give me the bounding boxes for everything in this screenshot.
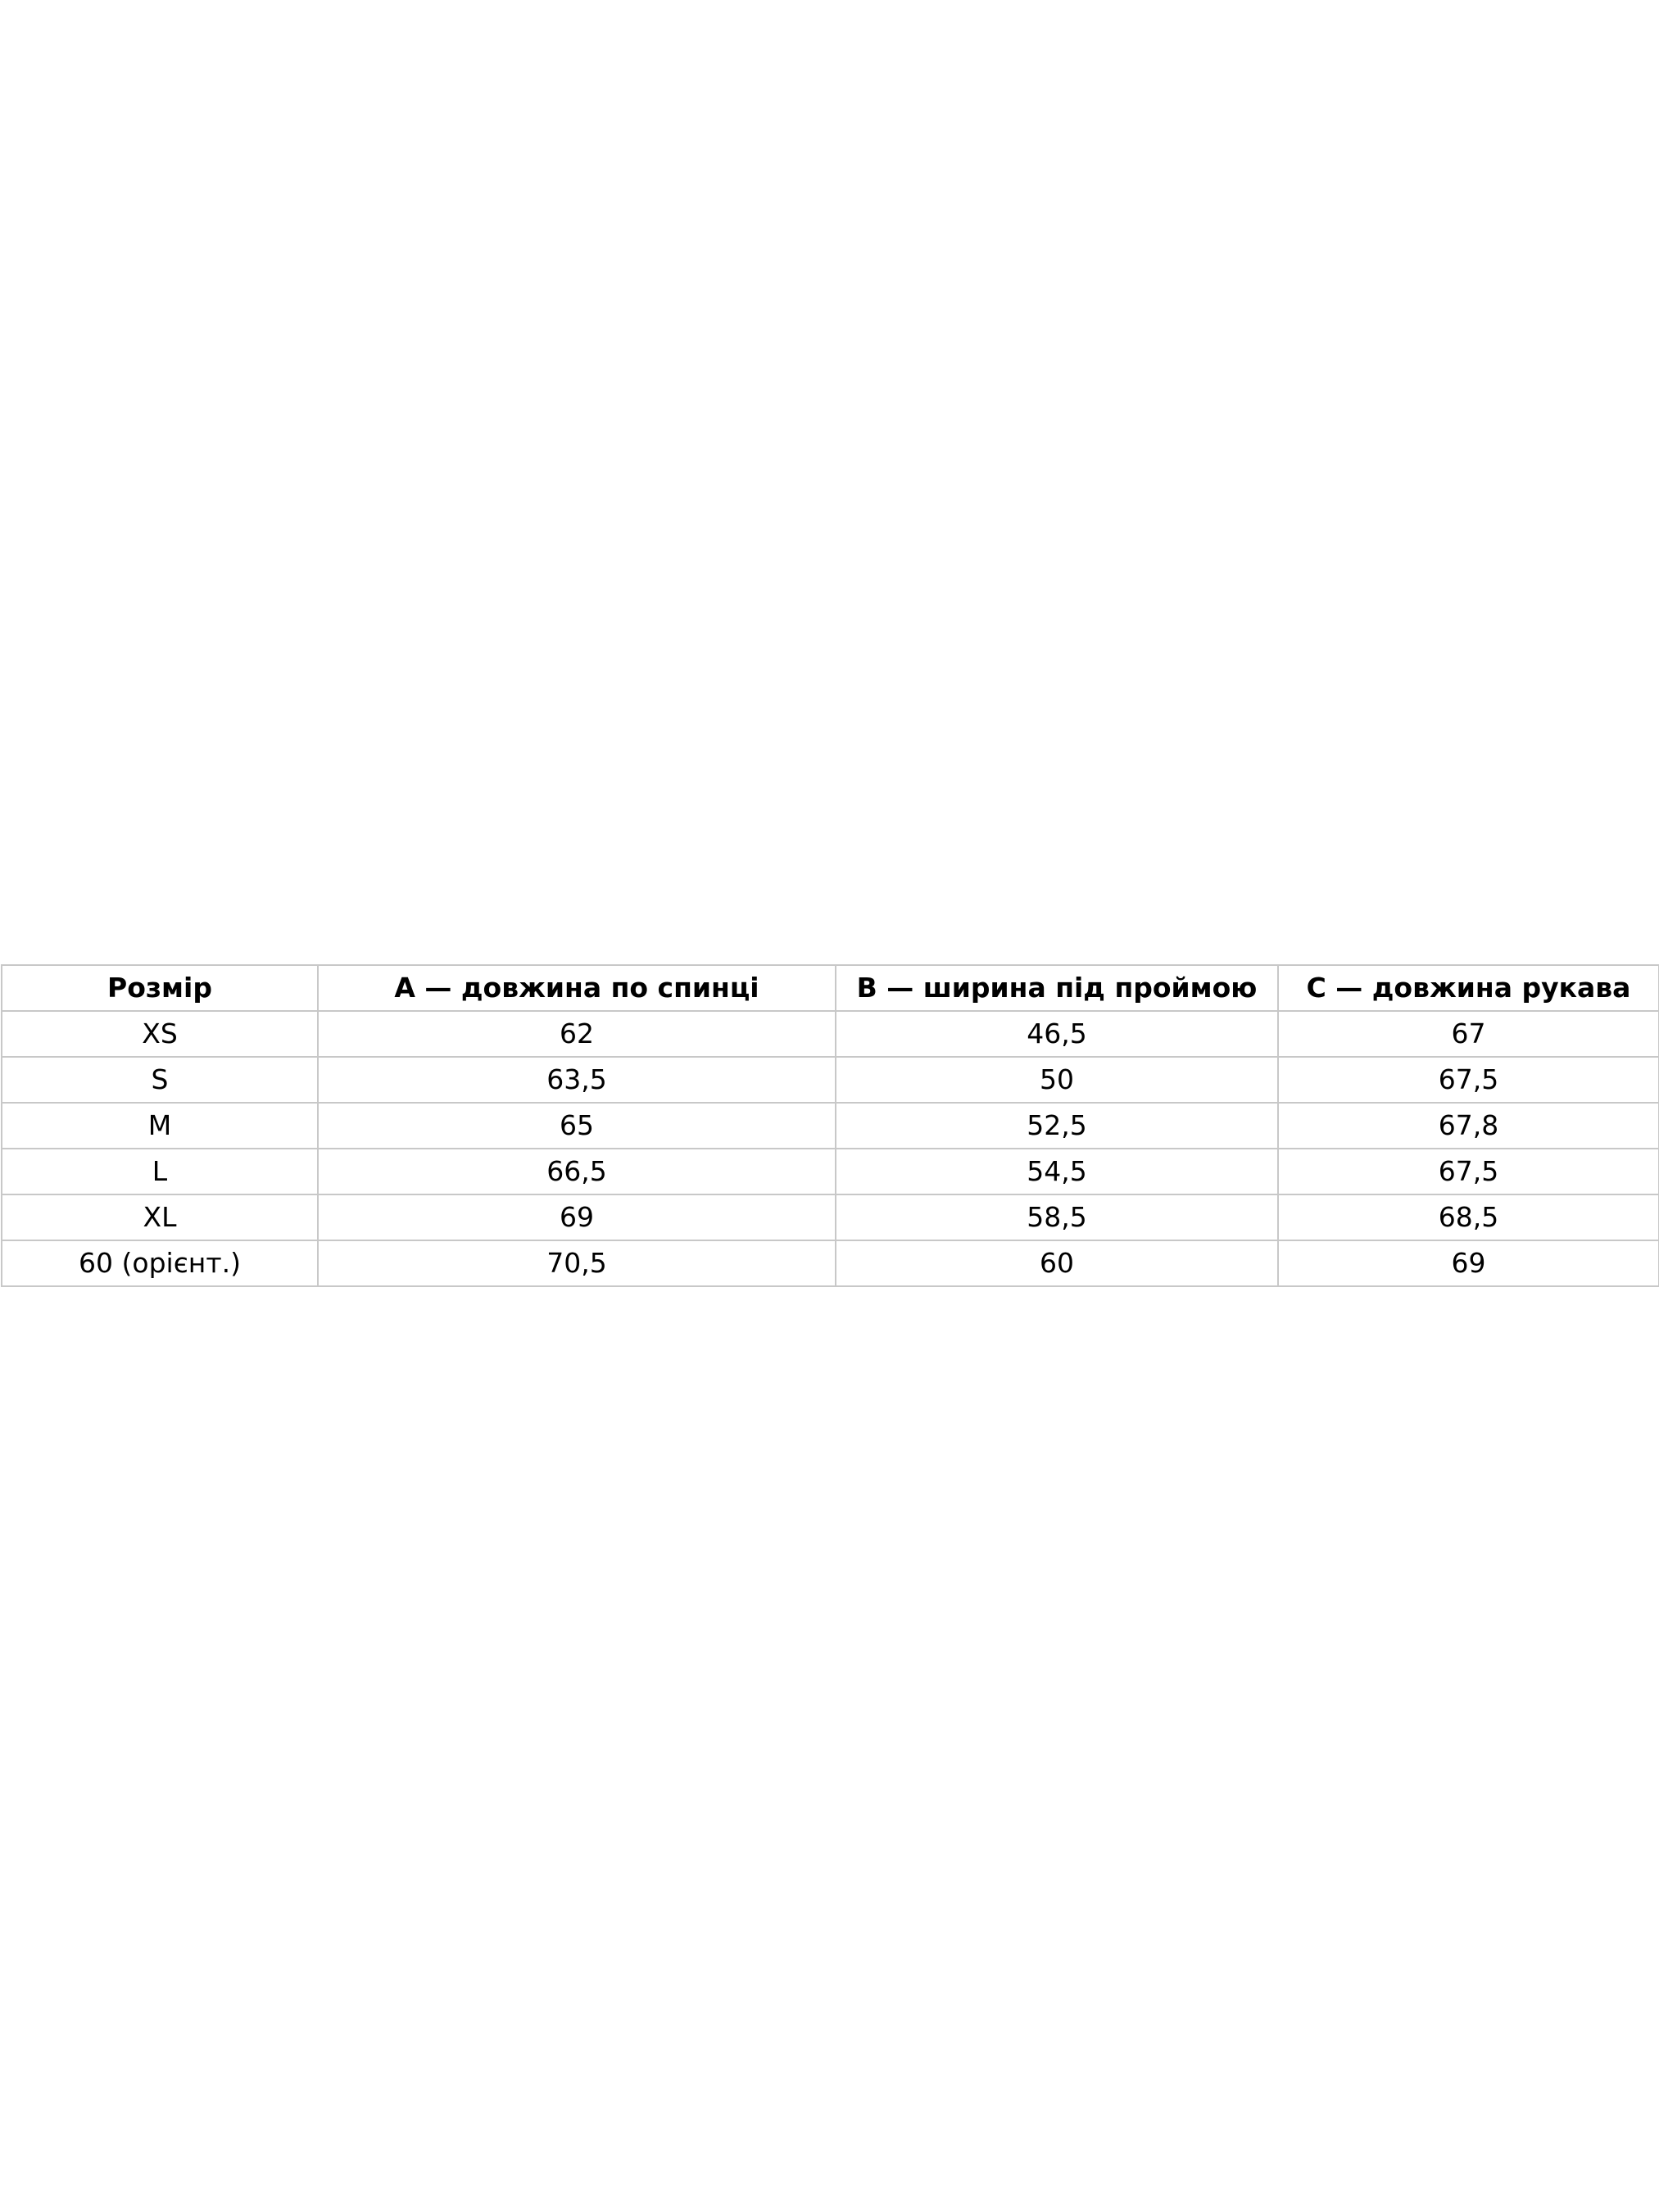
table-row [2,1103,1659,1149]
cell-back-length: 66,5 [318,1149,836,1194]
table-row [2,1057,1659,1103]
cell-sleeve-length: 69 [1278,1240,1659,1286]
cell-sleeve-length: 68,5 [1278,1194,1659,1240]
cell-size: 60 (орієнт.) [2,1240,318,1286]
cell-sleeve-length: 67,5 [1278,1057,1659,1103]
cell-back-length: 69 [318,1194,836,1240]
cell-size: M [2,1103,318,1149]
cell-armhole-width: 54,5 [836,1149,1278,1194]
header-size: Розмір [2,965,318,1011]
header-armhole-width: B — ширина під проймою [836,965,1278,1011]
header-sleeve-length: C — довжина рукава [1278,965,1659,1011]
table-row [2,1149,1659,1194]
table-row [2,1194,1659,1240]
cell-size: XL [2,1194,318,1240]
cell-back-length: 62 [318,1011,836,1057]
table-header-row [2,965,1659,1011]
cell-size: XS [2,1011,318,1057]
size-chart-table [1,964,1659,1287]
cell-sleeve-length: 67,5 [1278,1149,1659,1194]
cell-armhole-width: 52,5 [836,1103,1278,1149]
cell-armhole-width: 50 [836,1057,1278,1103]
table-row [2,1240,1659,1286]
cell-size: L [2,1149,318,1194]
cell-back-length: 63,5 [318,1057,836,1103]
cell-sleeve-length: 67 [1278,1011,1659,1057]
cell-armhole-width: 58,5 [836,1194,1278,1240]
cell-armhole-width: 46,5 [836,1011,1278,1057]
cell-armhole-width: 60 [836,1240,1278,1286]
cell-back-length: 70,5 [318,1240,836,1286]
cell-back-length: 65 [318,1103,836,1149]
cell-sleeve-length: 67,8 [1278,1103,1659,1149]
header-back-length: A — довжина по спинці [318,965,836,1011]
cell-size: S [2,1057,318,1103]
table-row [2,1011,1659,1057]
